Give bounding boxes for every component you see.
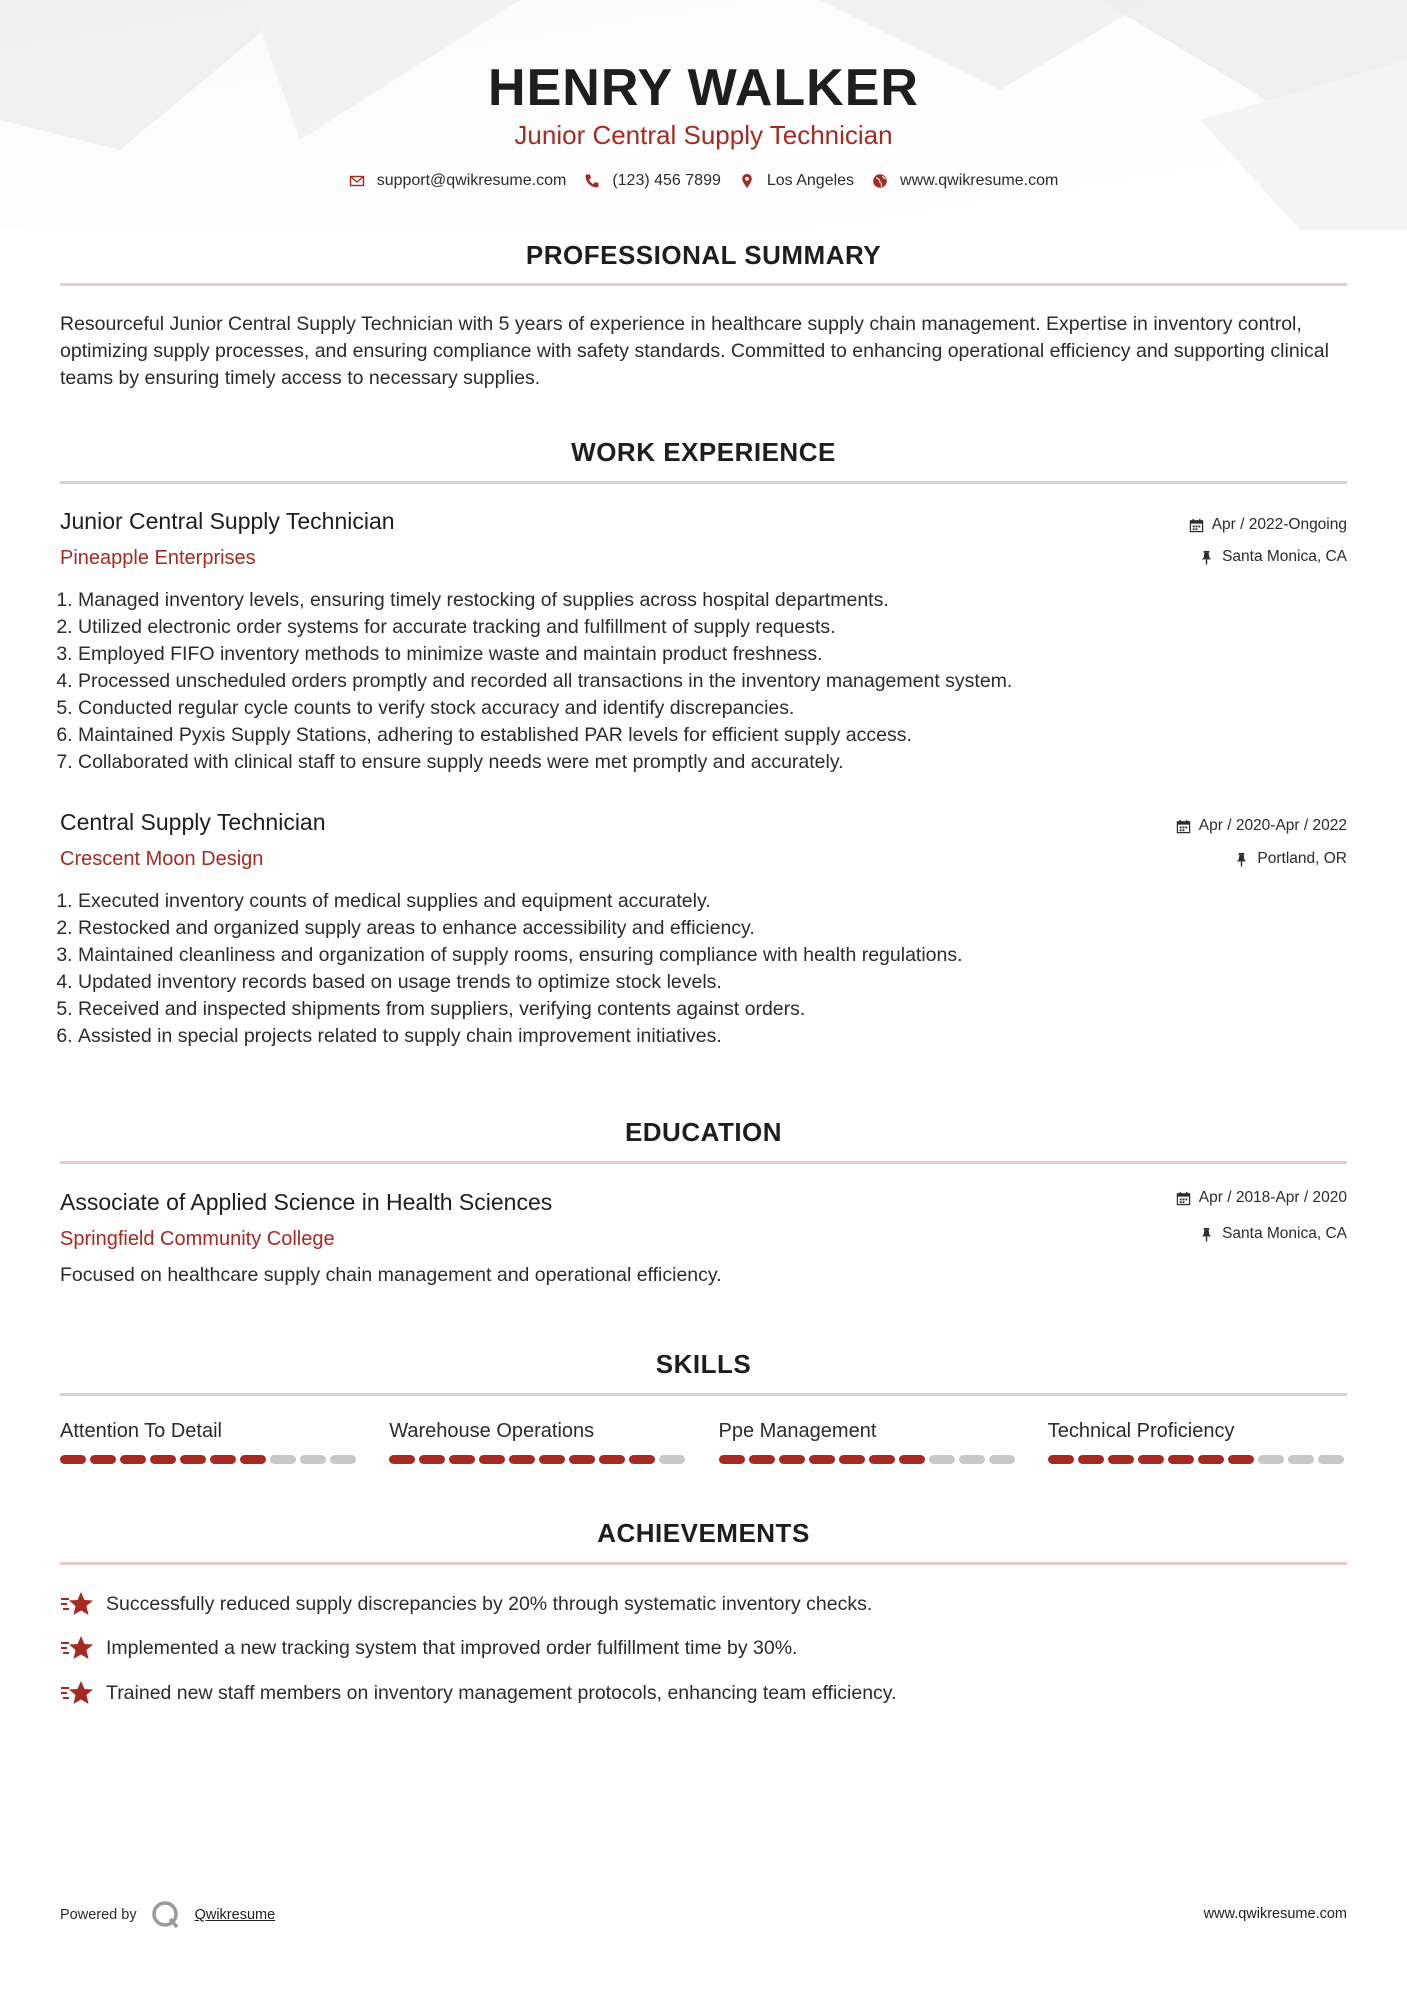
skill-segment-filled — [839, 1455, 865, 1464]
skill-item — [719, 1420, 1018, 1464]
skill-segment-filled — [1108, 1455, 1134, 1464]
star-icon — [60, 1590, 94, 1618]
job-location — [1234, 850, 1347, 868]
job-dates-text: Apr / 2020-Apr / 2022 — [1198, 817, 1347, 834]
powered-by-label: Powered by — [60, 1907, 137, 1923]
skill-segment-empty — [959, 1455, 985, 1464]
skill-segment-empty — [1288, 1455, 1314, 1464]
achievement-item — [60, 1679, 897, 1707]
education-divider — [60, 1161, 1347, 1164]
list-item: 3. Employed FIFO inventory methods to minimize waste and maintain product freshness. — [78, 641, 1358, 668]
contact-website-text: www.qwikresume.com — [900, 172, 1059, 189]
skill-level-bar — [389, 1455, 688, 1464]
job-title: Junior Central Supply Technician — [60, 508, 395, 534]
candidate-name: HENRY WALKER — [488, 59, 919, 117]
achievement-text: Implemented a new tracking system that improved order fulfillment time by 30%. — [106, 1636, 798, 1659]
skill-segment-empty — [1258, 1455, 1284, 1464]
skill-segment-filled — [1048, 1455, 1074, 1464]
contact-bar — [0, 172, 1407, 190]
education-location — [1199, 1225, 1347, 1243]
skill-segment-filled — [180, 1455, 206, 1464]
list-item: 5. Conducted regular cycle counts to verify stock accuracy and identify discrepancies. — [78, 695, 1358, 722]
qwikresume-logo-icon — [151, 1900, 181, 1930]
skill-name: Attention To Detail — [60, 1420, 222, 1442]
skill-segment-empty — [989, 1455, 1015, 1464]
achievement-text: Successfully reduced supply discrepancies by 20% through systematic inventory checks. — [106, 1592, 873, 1615]
skill-segment-filled — [539, 1455, 565, 1464]
calendar-icon — [1189, 518, 1204, 533]
education-dates — [1176, 1189, 1347, 1207]
summary-heading: PROFESSIONAL SUMMARY — [525, 240, 882, 270]
skill-item — [60, 1420, 359, 1464]
calendar-icon — [1176, 1191, 1191, 1206]
skill-segment-filled — [1138, 1455, 1164, 1464]
job-location-text: Portland, OR — [1257, 850, 1347, 867]
skill-segment-filled — [569, 1455, 595, 1464]
skills-list — [60, 1420, 1347, 1464]
skill-segment-filled — [389, 1455, 415, 1464]
skill-segment-filled — [1078, 1455, 1104, 1464]
contact-location-text: Los Angeles — [766, 172, 855, 189]
skill-level-bar — [1048, 1455, 1347, 1464]
skill-level-bar — [719, 1455, 1018, 1464]
job-dates-text: Apr / 2022-Ongoing — [1211, 516, 1347, 533]
pushpin-icon — [1199, 550, 1214, 565]
experience-heading: WORK EXPERIENCE — [571, 437, 836, 467]
skill-segment-filled — [240, 1455, 266, 1464]
experience-divider — [60, 481, 1347, 484]
job-responsibilities — [58, 888, 1358, 1050]
contact-phone[interactable] — [584, 172, 721, 190]
skill-segment-filled — [150, 1455, 176, 1464]
skill-segment-filled — [719, 1455, 745, 1464]
skill-name: Technical Proficiency — [1047, 1420, 1235, 1442]
degree-title: Associate of Applied Science in Health Sciences — [60, 1189, 553, 1215]
footer-url[interactable]: www.qwikresume.com — [1203, 1906, 1347, 1922]
job-location — [1199, 548, 1347, 566]
achievements-divider — [60, 1562, 1347, 1565]
skill-name: Warehouse Operations — [389, 1420, 595, 1442]
skill-segment-filled — [779, 1455, 805, 1464]
summary-divider — [60, 283, 1347, 286]
job-dates — [1176, 817, 1347, 835]
skills-heading: SKILLS — [655, 1349, 752, 1379]
summary-text: Resourceful Junior Central Supply Technician with 5 years of experience in healthcare supply chain management. Expertise in inventory control, optimizing supply processes, and ensuring compliance with safety standards. Committed to enhancing operational efficiency and supporting clinical teams by ensuring timely access to necessary supplies. — [60, 313, 1329, 389]
skill-item — [1048, 1420, 1347, 1464]
star-icon — [60, 1634, 94, 1662]
job-location-text: Santa Monica, CA — [1222, 548, 1347, 565]
footer-powered-by — [60, 1900, 275, 1930]
contact-location — [739, 172, 854, 190]
contact-email-text: support@qwikresume.com — [376, 172, 567, 189]
skill-segment-empty — [659, 1455, 685, 1464]
skill-segment-filled — [1228, 1455, 1254, 1464]
job-responsibilities — [58, 587, 1358, 776]
star-icon — [60, 1679, 94, 1707]
calendar-icon — [1176, 819, 1191, 834]
list-item: 6. Assisted in special projects related to supply chain improvement initiatives. — [78, 1023, 1358, 1050]
education-heading: EDUCATION — [624, 1117, 783, 1147]
list-item: 5. Received and inspected shipments from suppliers, verifying contents against orders. — [78, 996, 1358, 1023]
list-item: 2. Utilized electronic order systems for accurate tracking and fulfillment of supply requests. — [78, 614, 1358, 641]
contact-website[interactable] — [872, 172, 1058, 190]
list-item: 4. Updated inventory records based on usage trends to optimize stock levels. — [78, 969, 1358, 996]
education-dates-text: Apr / 2018-Apr / 2020 — [1198, 1189, 1347, 1206]
skill-segment-empty — [300, 1455, 326, 1464]
skill-item — [389, 1420, 688, 1464]
skill-segment-filled — [809, 1455, 835, 1464]
contact-email[interactable] — [349, 172, 567, 190]
map-pin-icon — [739, 173, 755, 189]
list-item: 3. Maintained cleanliness and organization of supply rooms, ensuring compliance with health regulations. — [78, 942, 1358, 969]
skill-segment-empty — [270, 1455, 296, 1464]
achievement-item — [60, 1590, 872, 1618]
skill-segment-empty — [330, 1455, 356, 1464]
skill-segment-filled — [60, 1455, 86, 1464]
list-item: 1. Executed inventory counts of medical supplies and equipment accurately. — [78, 888, 1358, 915]
skill-segment-filled — [899, 1455, 925, 1464]
skill-segment-filled — [120, 1455, 146, 1464]
pushpin-icon — [1199, 1227, 1214, 1242]
skills-divider — [60, 1393, 1347, 1396]
list-item: 1. Managed inventory levels, ensuring timely restocking of supplies across hospital departments. — [78, 587, 1358, 614]
education-location-text: Santa Monica, CA — [1222, 1225, 1347, 1242]
brand-link[interactable]: Qwikresume — [194, 1907, 276, 1923]
skill-segment-filled — [509, 1455, 535, 1464]
list-item: 7. Collaborated with clinical staff to ensure supply needs were met promptly and accurately. — [78, 749, 1358, 776]
skill-segment-filled — [419, 1455, 445, 1464]
school-name: Springfield Community College — [60, 1228, 335, 1250]
achievement-item — [60, 1634, 797, 1662]
skill-segment-filled — [479, 1455, 505, 1464]
list-item: 2. Restocked and organized supply areas to enhance accessibility and efficiency. — [78, 915, 1358, 942]
skill-segment-filled — [90, 1455, 116, 1464]
globe-icon — [872, 173, 888, 189]
company-name: Crescent Moon Design — [60, 848, 264, 870]
education-description: Focused on healthcare supply chain management and operational efficiency. — [60, 1264, 722, 1286]
skill-segment-empty — [929, 1455, 955, 1464]
list-item: 4. Processed unscheduled orders promptly and recorded all transactions in the inventory management system. — [78, 668, 1358, 695]
skill-segment-filled — [749, 1455, 775, 1464]
achievement-text: Trained new staff members on inventory management protocols, enhancing team efficiency. — [106, 1681, 897, 1704]
mail-icon — [349, 173, 365, 189]
skill-segment-filled — [210, 1455, 236, 1464]
skill-segment-filled — [869, 1455, 895, 1464]
list-item: 6. Maintained Pyxis Supply Stations, adhering to established PAR levels for efficient supply access. — [78, 722, 1358, 749]
skill-segment-filled — [1198, 1455, 1224, 1464]
achievements-heading: ACHIEVEMENTS — [597, 1518, 810, 1548]
company-name: Pineapple Enterprises — [60, 547, 256, 569]
job-title: Central Supply Technician — [60, 809, 326, 835]
skill-segment-filled — [599, 1455, 625, 1464]
skill-name: Ppe Management — [718, 1420, 877, 1442]
skill-segment-filled — [1168, 1455, 1194, 1464]
pushpin-icon — [1234, 852, 1249, 867]
skill-segment-filled — [629, 1455, 655, 1464]
phone-icon — [584, 173, 600, 189]
contact-phone-text: (123) 456 7899 — [612, 172, 721, 189]
skill-level-bar — [60, 1455, 359, 1464]
candidate-role: Junior Central Supply Technician — [514, 120, 893, 150]
skill-segment-filled — [449, 1455, 475, 1464]
job-dates — [1189, 516, 1347, 534]
skill-segment-empty — [1318, 1455, 1344, 1464]
